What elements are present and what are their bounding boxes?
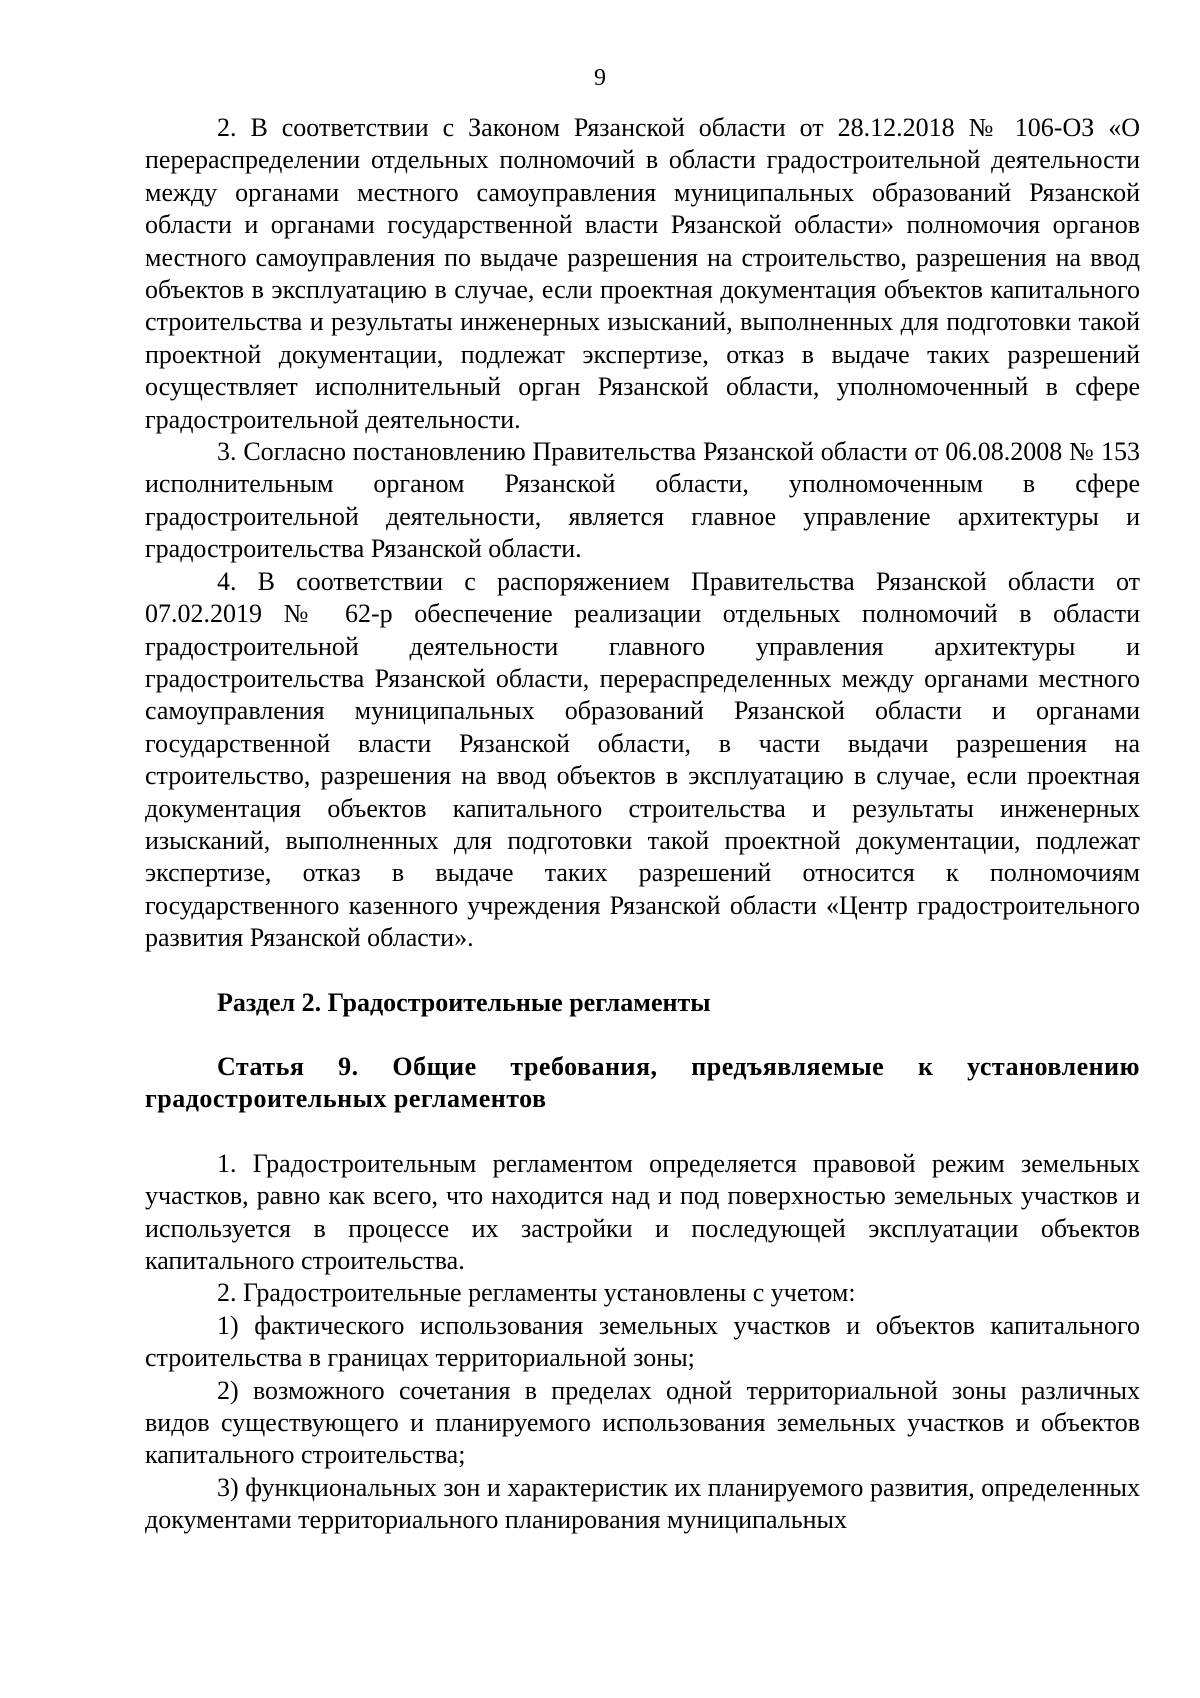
document-body — [145, 112, 1140, 1537]
spacer — [145, 955, 1140, 987]
paragraph-3: 3. Согласно постановлению Правительства Рязанской области от 06.08.2008 № 153 исполнительным органом Рязанской области, уполномоченным в сфере градостроительной деятельности, является главное управление архитектуры и градостроительства Рязанской области. — [145, 437, 1140, 564]
paragraph-4: 4. В соответствии с распоряжением Правительства Рязанской области от 07.02.2019 № 62-р обеспечение реализации отдельных полномочий в области градостроительной деятельности главного управления архитектуры и градостроительства Рязанской области, перераспределенных между органами местного самоуправления муниципальных образований Рязанской области и органами государственной власти Рязанской области, в части выдачи разрешения на строительство, разрешения на ввод объектов в эксплуатацию в случае, если проектная документация объектов капитального строительства и результаты инженерных изысканий, выполненных для подготовки такой проектной документации, подлежат экспертизе, отказ в выдаче таких разрешений относится к полномочиям государственного казенного учреждения Рязанской области «Центр градостроительного развития Рязанской области». — [145, 566, 1140, 953]
spacer — [145, 1116, 1140, 1148]
page-number: 9 — [594, 65, 606, 91]
list-item-2: 2) возможного сочетания в пределах одной территориальной зоны различных видов существующего и планируемого использования земельных участков и объектов капитального строительства; — [145, 1375, 1140, 1470]
article-heading: Статья 9. Общие требования, предъявляемые к установлению градостроительных регламентов — [145, 1051, 1140, 1114]
paragraph-2: 2. В соответствии с Законом Рязанской области от 28.12.2018 № 106-ОЗ «О перераспределении отдельных полномочий в области градостроительной деятельности между органами местного самоуправления муниципальных образований Рязанской области и органами государственной власти Рязанской области» полномочия органов местного самоуправления по выдаче разрешения на строительство, разрешения на ввод объектов в эксплуатацию в случае, если проектная документация объектов капитального строительства и результаты инженерных изысканий, выполненных для подготовки такой проектной документации, подлежат экспертизе, отказ в выдаче таких разрешений осуществляет исполнительный орган Рязанской области, уполномоченный в сфере градостроительной деятельности. — [145, 113, 1140, 434]
list-item-1: 1) фактического использования земельных участков и объектов капитального строительства в границах территориальной зоны; — [145, 1310, 1140, 1373]
article-paragraph-2: 2. Градостроительные регламенты установлены с учетом: — [217, 1278, 856, 1308]
spacer — [145, 1019, 1140, 1051]
list-item-3: 3) функциональных зон и характеристик их планируемого развития, определенных документами территориального планирования муниципальных — [145, 1472, 1140, 1535]
article-paragraph-1: 1. Градостроительным регламентом определяется правовой режим земельных участков, равно как всего, что находится над и под поверхностью земельных участков и используется в процессе их застройки и последующей эксплуатации объектов капитального строительства. — [145, 1148, 1140, 1275]
section-heading: Раздел 2. Градостроительные регламенты — [217, 987, 711, 1017]
